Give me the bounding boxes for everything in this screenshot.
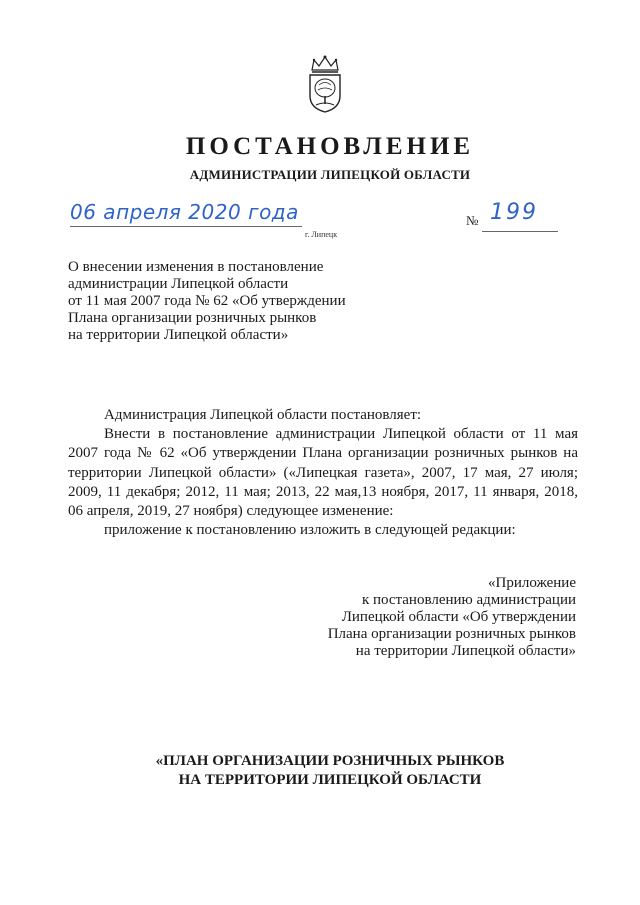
amend-line: 2007 года № 62 «Об утверждении Плана организации розничных рынков на [68,445,578,462]
subject-line: администрации Липецкой области [68,276,289,292]
decree-body [68,406,578,540]
plan-title-line: «ПЛАН ОРГАНИЗАЦИИ РОЗНИЧНЫХ РЫНКОВ [155,753,505,769]
amend-line: 2009, 11 декабря; 2012, 11 мая; 2013, 22 мая,13 ноября, 2017, 11 января, 2018, [68,483,578,500]
amend-line: территории Липецкой области» («Липецкая газета», 2007, 17 мая, 27 июля; [68,464,578,481]
subject-line: О внесении изменения в постановление [68,259,324,275]
number-underline [482,231,558,232]
subject-line: от 11 мая 2007 года № 62 «Об утверждении [68,293,346,309]
handwritten-number: 199 [490,200,538,225]
plan-title [0,752,640,790]
subject-line: на территории Липецкой области» [68,327,289,343]
handwritten-date: 06 апреля 2020 года [70,200,299,224]
appendix-line: Плана организации розничных рынков [327,626,576,642]
issuer-subtitle: АДМИНИСТРАЦИИ ЛИПЕЦКОЙ ОБЛАСТИ [189,167,471,182]
appendix-line: «Приложение [487,575,576,591]
subject-line: Плана организации розничных рынков [68,310,317,326]
plan-title-line: НА ТЕРРИТОРИИ ЛИПЕЦКОЙ ОБЛАСТИ [178,772,482,788]
city-label: г. Липецк [305,230,338,239]
document-title: ПОСТАНОВЛЕНИЕ [185,133,475,160]
appendix-line: на территории Липецкой области» [355,643,576,659]
subject-block [68,259,346,344]
appendix-header [300,575,576,660]
appendix-line: к постановлению администрации [361,592,576,608]
coat-of-arms-icon [302,54,348,114]
appendix-instruction: приложение к постановлению изложить в следующей редакции: [104,522,516,539]
amend-line: 06 апреля, 2019, 27 ноября) следующее изменение: [68,503,394,520]
appendix-line: Липецкой области «Об утверждении [341,609,576,625]
date-underline [70,226,302,227]
decree-intro: Администрация Липецкой области постановляет: [104,407,422,423]
number-label: № [466,213,479,228]
amend-line: Внести в постановление администрации Липецкой области от 11 мая [104,426,578,443]
